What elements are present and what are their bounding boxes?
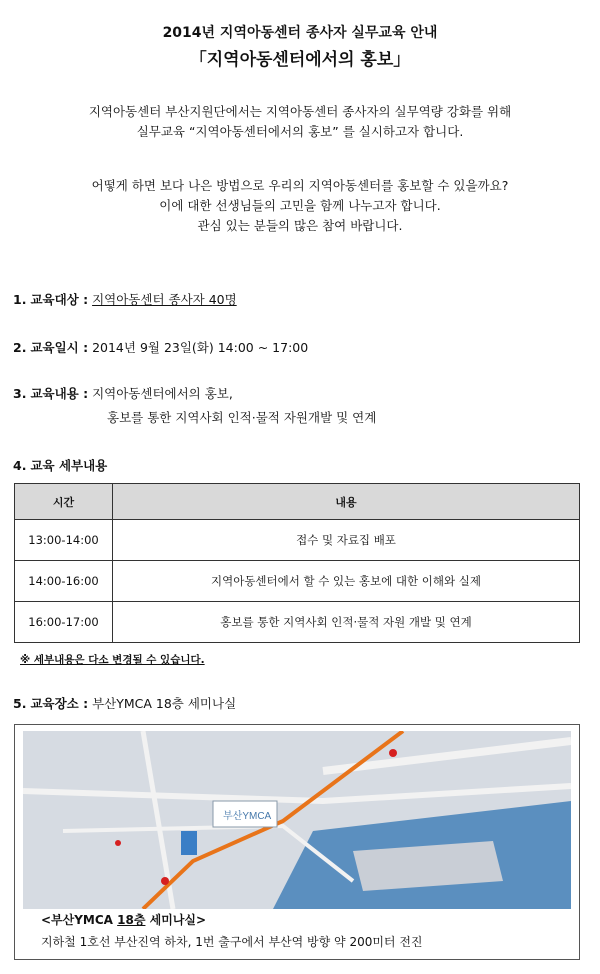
table-row [15, 520, 580, 561]
content-cell: 홍보를 통한 지역사회 인적·물적 자원 개발 및 연계 [113, 602, 580, 643]
section-label: 교육장소 : [30, 696, 89, 711]
section-number: 2. [13, 340, 27, 355]
section-datetime [13, 338, 308, 358]
section-value: 지역아동센터에서의 홍보, [92, 386, 233, 401]
map-caption-room: 세미나실 [145, 913, 196, 927]
time-cell: 13:00-14:00 [15, 520, 113, 561]
intro-line: 지역아동센터 부산지원단에서는 지역아동센터 종사자의 실무역량 강화를 위해 [88, 104, 512, 119]
column-header-time: 시간 [15, 484, 113, 520]
schedule-table [14, 483, 580, 643]
intro-line: 관심 있는 분들의 많은 참여 바랍니다. [197, 218, 403, 233]
intro-line: 이에 대한 선생님들의 고민을 함께 나누고자 합니다. [159, 198, 441, 213]
intro-line: 어떻게 하면 보다 나은 방법으로 우리의 지역아동센터를 홍보할 수 있을까요? [91, 178, 509, 193]
map-poi-icon [115, 840, 121, 846]
map-station-icon [389, 749, 397, 757]
section-value: 부산YMCA 18층 세미나실 [92, 696, 237, 711]
intro-paragraph-1 [0, 102, 600, 142]
time-cell: 14:00-16:00 [15, 561, 113, 602]
section-location [13, 694, 236, 714]
map-building-icon [181, 831, 197, 855]
map-station-icon [161, 877, 169, 885]
table-header-row [15, 484, 580, 520]
section-value: 2014년 9월 23일(화) 14:00 ~ 17:00 [92, 340, 309, 355]
section-value-continued: 홍보를 통한 지역사회 인적·물적 자원개발 및 연계 [107, 410, 377, 425]
map-marker-label: 부산YMCA [223, 811, 272, 822]
map-caption-floor: 18층 [117, 913, 146, 927]
section-label: 교육내용 : [30, 386, 89, 401]
map-caption [41, 911, 206, 928]
section-details [13, 456, 107, 476]
section-number: 1. [13, 292, 27, 307]
time-cell: 16:00-17:00 [15, 602, 113, 643]
table-row [15, 602, 580, 643]
section-value: 지역아동센터 종사자 40명 [92, 292, 237, 307]
intro-line: 실무교육 “지역아동센터에서의 홍보” 를 실시하고자 합니다. [136, 124, 464, 139]
section-label: 교육일시 : [30, 340, 89, 355]
map-directions: 지하철 1호선 부산진역 하차, 1번 출구에서 부산역 방향 약 200미터 전진 [41, 935, 423, 949]
section-number: 5. [13, 696, 27, 711]
page-subtitle: 「지역아동센터에서의 홍보」 [189, 50, 411, 70]
section-number: 3. [13, 386, 27, 401]
location-map [23, 731, 571, 909]
intro-paragraph-2 [0, 176, 600, 236]
location-box [14, 724, 580, 960]
section-number: 4. [13, 458, 27, 473]
section-label: 교육대상 : [30, 292, 89, 307]
section-target [13, 290, 237, 310]
schedule-note: ※ 세부내용은 다소 변경될 수 있습니다. [20, 654, 205, 666]
section-label: 교육 세부내용 [30, 458, 108, 473]
section-content [13, 384, 233, 404]
map-graphic [23, 731, 571, 909]
page-title: 2014년 지역아동센터 종사자 실무교육 안내 [162, 25, 438, 41]
map-caption-close: > [196, 913, 207, 927]
content-cell: 접수 및 자료집 배포 [113, 520, 580, 561]
map-caption-open: <부산YMCA [41, 913, 118, 927]
column-header-content: 내용 [113, 484, 580, 520]
table-row [15, 561, 580, 602]
content-cell: 지역아동센터에서 할 수 있는 홍보에 대한 이해와 실제 [113, 561, 580, 602]
